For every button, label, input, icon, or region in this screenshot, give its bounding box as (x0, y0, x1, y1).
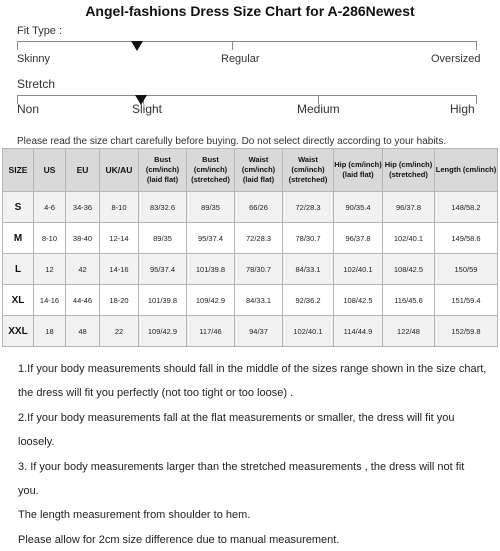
table-cell: 95/37.4 (187, 223, 235, 254)
notice-text: Please read the size chart carefully before buying. Do not select directly according to your habits. (17, 136, 447, 147)
note-item: Please allow for 2cm size difference due to manual measurement. (18, 533, 340, 546)
table-cell: 44-46 (66, 285, 100, 316)
table-row (3, 223, 498, 254)
table-cell: 109/42.9 (187, 285, 235, 316)
note-item: 1.If your body measurements should fall in the middle of the sizes range shown in the size chart, the dress will fit you perfectly (not too tight or too loose) . (18, 363, 487, 400)
note-item: 3. If your body measurements larger than the stretched measurements , the dress will not fit you. (18, 460, 465, 498)
table-cell: 8-10 (100, 192, 139, 223)
header-waist-stretched: Waist (cm/inch) (stretched) (283, 149, 334, 192)
table-cell: 122/48 (383, 316, 435, 347)
stretch-label: Stretch (17, 77, 56, 91)
table-cell: XXL (3, 316, 34, 347)
table-cell: 108/42.5 (334, 285, 383, 316)
table-row (3, 316, 498, 347)
stretch-level-medium: Medium (297, 102, 340, 116)
fit-type-level-regular: Regular (221, 53, 260, 65)
stretch-scale-line (17, 95, 477, 96)
table-cell: 109/42.9 (139, 316, 187, 347)
fit-type-label: Fit Type : (17, 25, 63, 37)
table-cell: 116/45.6 (383, 285, 435, 316)
header-waist-flat: Waist (cm/inch) (laid flat) (235, 149, 283, 192)
table-cell: 90/35.4 (334, 192, 383, 223)
table-cell: 84/33.1 (283, 254, 334, 285)
stretch-level-high: High (450, 102, 475, 116)
table-cell: 151/59.4 (435, 285, 498, 316)
table-cell: 12 (34, 254, 66, 285)
table-cell: 152/59.8 (435, 316, 498, 347)
header-hip-flat: Hip (cm/inch) (laid flat) (334, 149, 383, 192)
header-bust-flat: Bust (cm/inch) (laid flat) (139, 149, 187, 192)
table-row (3, 192, 498, 223)
table-cell: 89/35 (139, 223, 187, 254)
table-cell: 95/37.4 (139, 254, 187, 285)
note-item: The length measurement from shoulder to hem. (18, 509, 251, 522)
stretch-level-non: Non (17, 102, 40, 116)
fit-type-tick (232, 41, 233, 50)
table-cell: 12-14 (100, 223, 139, 254)
header-eu: EU (66, 149, 100, 192)
header-size: SIZE (3, 149, 34, 192)
table-cell: 89/35 (187, 192, 235, 223)
notes-section (18, 357, 488, 551)
table-cell: 66/26 (235, 192, 283, 223)
table-cell: 14-16 (34, 285, 66, 316)
table-cell: S (3, 192, 34, 223)
table-cell: XL (3, 285, 34, 316)
table-cell: M (3, 223, 34, 254)
table-cell: 101/39.8 (187, 254, 235, 285)
table-cell: 102/40.1 (383, 223, 435, 254)
table-cell: 84/33.1 (235, 285, 283, 316)
table-cell: 102/40.1 (334, 254, 383, 285)
table-cell: 8-10 (34, 223, 66, 254)
note-item: 2.If your body measurements fall at the flat measurements or smaller, the dress will fit you loosely. (18, 411, 455, 449)
page-title: Angel-fashions Dress Size Chart for A-286Newest (85, 3, 415, 19)
table-cell: 18 (34, 316, 66, 347)
table-cell: 34-36 (66, 192, 100, 223)
table-cell: 108/42.5 (383, 254, 435, 285)
header-length: Length (cm/inch) (435, 149, 498, 192)
fit-type-scale-line (17, 41, 477, 42)
size-chart-table (2, 148, 498, 347)
table-cell: 149/58.6 (435, 223, 498, 254)
table-cell: L (3, 254, 34, 285)
table-cell: 48 (66, 316, 100, 347)
header-us: US (34, 149, 66, 192)
table-cell: 4-6 (34, 192, 66, 223)
table-cell: 96/37.8 (383, 192, 435, 223)
table-cell: 102/40.1 (283, 316, 334, 347)
table-cell: 96/37.8 (334, 223, 383, 254)
table-row (3, 254, 498, 285)
table-cell: 117/46 (187, 316, 235, 347)
stretch-level-slight: Slight (132, 102, 163, 116)
table-cell: 94/37 (235, 316, 283, 347)
header-uk-au: UK/AU (100, 149, 139, 192)
table-cell: 114/44.9 (334, 316, 383, 347)
header-bust-stretched: Bust (cm/inch) (stretched) (187, 149, 235, 192)
header-hip-stretched: Hip (cm/inch) (stretched) (383, 149, 435, 192)
table-row (3, 285, 498, 316)
stretch-tick (476, 95, 477, 104)
table-cell: 78/30.7 (283, 223, 334, 254)
table-cell: 72/28.3 (235, 223, 283, 254)
table-cell: 18-20 (100, 285, 139, 316)
table-header-row (3, 149, 498, 192)
fit-type-tick (17, 41, 18, 50)
fit-type-pointer-icon (131, 41, 143, 51)
table-cell: 14-16 (100, 254, 139, 285)
table-cell: 101/39.8 (139, 285, 187, 316)
table-cell: 148/58.2 (435, 192, 498, 223)
table-cell: 83/32.6 (139, 192, 187, 223)
fit-type-level-skinny: Skinny (17, 53, 51, 65)
table-cell: 78/30.7 (235, 254, 283, 285)
table-cell: 22 (100, 316, 139, 347)
table-cell: 42 (66, 254, 100, 285)
fit-type-level-oversized: Oversized (431, 53, 481, 65)
table-cell: 72/28.3 (283, 192, 334, 223)
fit-type-tick (476, 41, 477, 50)
table-cell: 150/59 (435, 254, 498, 285)
table-cell: 92/36.2 (283, 285, 334, 316)
table-cell: 38-40 (66, 223, 100, 254)
